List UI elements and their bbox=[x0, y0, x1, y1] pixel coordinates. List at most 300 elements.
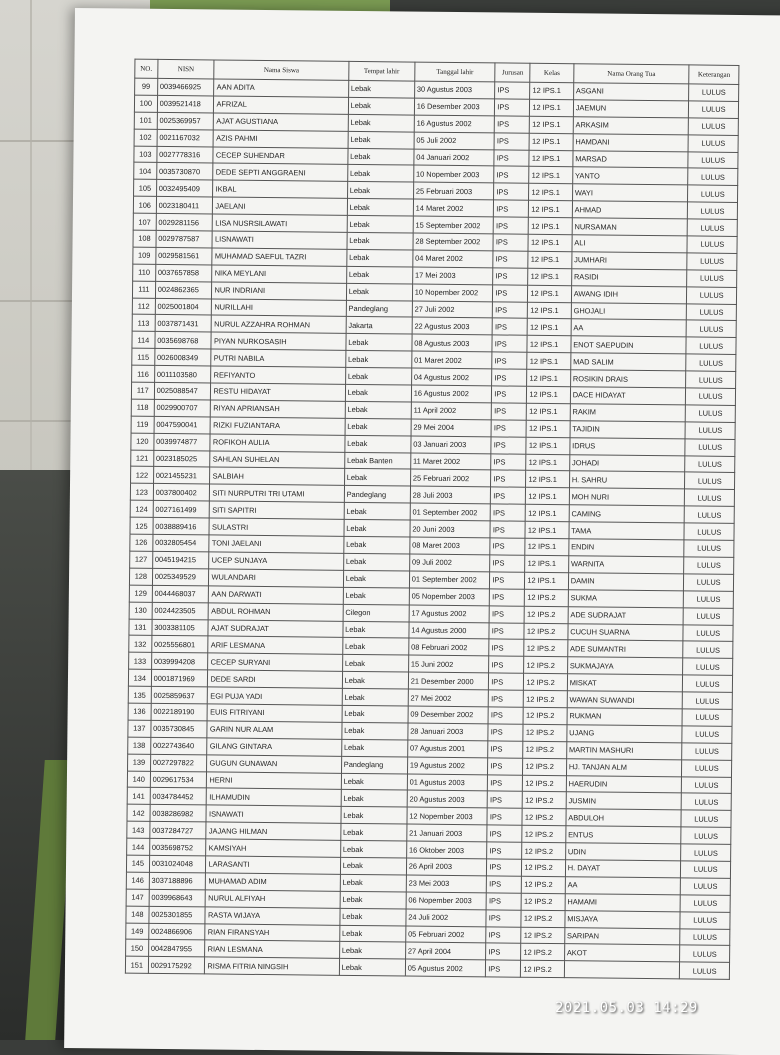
cell-tanggal-lahir: 28 Juli 2003 bbox=[410, 486, 491, 504]
cell-tempat-lahir: Lebak bbox=[346, 334, 412, 352]
cell-nisn: 0025349529 bbox=[152, 568, 209, 585]
cell-nama-siswa: SULASTRI bbox=[209, 518, 343, 536]
cell-nama-orang-tua: GHOJALI bbox=[571, 302, 687, 320]
cell-tanggal-lahir: 15 Juni 2002 bbox=[408, 655, 489, 673]
cell-nama-orang-tua: H. DAYAT bbox=[565, 860, 681, 878]
cell-nama-orang-tua: MISJAYA bbox=[565, 910, 681, 928]
header-nisn: NISN bbox=[157, 59, 214, 79]
cell-nisn: 0032805454 bbox=[153, 534, 210, 551]
cell-kelas: 12 IPS.1 bbox=[527, 369, 571, 386]
header-tanggal-lahir: Tanggal lahir bbox=[415, 62, 496, 82]
cell-tanggal-lahir: 05 Juli 2002 bbox=[414, 132, 495, 150]
cell-nama-orang-tua: ENOT SAEPUDIN bbox=[571, 336, 687, 354]
cell-nama-orang-tua: RUKMAN bbox=[567, 708, 683, 726]
cell-no: 129 bbox=[129, 585, 152, 602]
cell-jurusan: IPS bbox=[487, 791, 522, 808]
cell-no: 107 bbox=[133, 213, 156, 230]
cell-tanggal-lahir: 17 Mei 2003 bbox=[412, 267, 493, 285]
cell-tempat-lahir: Jakarta bbox=[346, 317, 412, 335]
cell-no: 130 bbox=[129, 602, 152, 619]
cell-no: 123 bbox=[130, 483, 153, 500]
cell-no: 132 bbox=[129, 635, 152, 652]
cell-tanggal-lahir: 04 Maret 2002 bbox=[413, 250, 494, 268]
cell-tempat-lahir: Lebak bbox=[343, 587, 409, 605]
cell-nama-orang-tua: MARTIN MASHURI bbox=[566, 741, 682, 759]
cell-no: 121 bbox=[131, 450, 154, 467]
cell-keterangan: LULUS bbox=[685, 506, 735, 523]
cell-nama-orang-tua: HAMAMI bbox=[565, 893, 681, 911]
cell-tanggal-lahir: 01 Agustus 2003 bbox=[407, 774, 488, 792]
cell-nama-siswa: ABDUL ROHMAN bbox=[209, 603, 343, 621]
cell-tanggal-lahir: 16 Oktober 2003 bbox=[406, 841, 487, 859]
cell-nisn: 0038889416 bbox=[153, 517, 210, 534]
cell-tanggal-lahir: 22 Agustus 2003 bbox=[412, 318, 493, 336]
cell-kelas: 12 IPS.2 bbox=[523, 707, 567, 724]
cell-no: 99 bbox=[135, 78, 158, 95]
cell-no: 143 bbox=[127, 821, 150, 838]
cell-nama-orang-tua: WARNITA bbox=[568, 556, 684, 574]
cell-tanggal-lahir: 15 September 2002 bbox=[413, 216, 494, 234]
cell-tanggal-lahir: 26 April 2003 bbox=[406, 858, 487, 876]
cell-tanggal-lahir: 10 Nopember 2003 bbox=[413, 166, 494, 184]
cell-nisn: 0037284727 bbox=[150, 822, 207, 839]
cell-keterangan: LULUS bbox=[684, 557, 734, 574]
cell-kelas: 12 IPS.2 bbox=[521, 961, 565, 978]
cell-jurusan: IPS bbox=[491, 453, 526, 470]
cell-tempat-lahir: Lebak bbox=[345, 367, 411, 385]
cell-tempat-lahir: Lebak bbox=[341, 807, 407, 825]
cell-jurusan: IPS bbox=[493, 234, 528, 251]
cell-no: 115 bbox=[132, 348, 155, 365]
cell-kelas: 12 IPS.1 bbox=[526, 471, 570, 488]
cell-nisn: 0029581561 bbox=[156, 247, 213, 264]
cell-tanggal-lahir: 14 Agustus 2000 bbox=[409, 622, 490, 640]
cell-nama-orang-tua: SUKMA bbox=[568, 589, 684, 607]
cell-no: 150 bbox=[126, 940, 149, 957]
cell-jurusan: IPS bbox=[486, 909, 521, 926]
cell-keterangan: LULUS bbox=[684, 523, 734, 540]
cell-keterangan: LULUS bbox=[688, 202, 738, 219]
cell-nama-orang-tua: MAD SALIM bbox=[571, 353, 687, 371]
cell-tanggal-lahir: 30 Agustus 2003 bbox=[414, 81, 495, 99]
cell-keterangan: LULUS bbox=[689, 118, 739, 135]
cell-nama-siswa: WULANDARI bbox=[209, 569, 343, 587]
cell-nama-orang-tua: DAMIN bbox=[568, 573, 684, 591]
cell-keterangan: LULUS bbox=[681, 827, 731, 844]
cell-no: 135 bbox=[128, 686, 151, 703]
cell-nisn: 0044468037 bbox=[152, 585, 209, 602]
cell-nama-siswa: GILANG GINTARA bbox=[207, 738, 341, 756]
cell-no: 108 bbox=[133, 230, 156, 247]
cell-nisn: 0037800402 bbox=[153, 484, 210, 501]
cell-nama-orang-tua: TAJIDIN bbox=[570, 421, 686, 439]
cell-nama-siswa: RASTA WIJAYA bbox=[205, 907, 339, 925]
cell-kelas: 12 IPS.1 bbox=[528, 302, 572, 319]
cell-tempat-lahir: Lebak bbox=[348, 148, 414, 166]
cell-kelas: 12 IPS.1 bbox=[528, 319, 572, 336]
cell-tempat-lahir: Lebak bbox=[340, 874, 406, 892]
cell-keterangan: LULUS bbox=[682, 760, 732, 777]
cell-tanggal-lahir: 04 Januari 2002 bbox=[414, 149, 495, 167]
cell-keterangan: LULUS bbox=[686, 354, 736, 371]
cell-nisn: 0039968643 bbox=[149, 889, 206, 906]
cell-nama-orang-tua: AKOT bbox=[564, 944, 680, 962]
cell-tanggal-lahir: 16 Agustus 2002 bbox=[414, 115, 495, 133]
cell-no: 144 bbox=[127, 838, 150, 855]
cell-jurusan: IPS bbox=[494, 133, 529, 150]
cell-no: 137 bbox=[128, 720, 151, 737]
cell-kelas: 12 IPS.1 bbox=[526, 454, 570, 471]
cell-tanggal-lahir: 04 Agustus 2002 bbox=[411, 368, 492, 386]
cell-tempat-lahir: Lebak bbox=[347, 232, 413, 250]
cell-nama-siswa: DEDE SEPTI ANGGRAENI bbox=[213, 163, 347, 181]
cell-nisn: 0025088547 bbox=[154, 382, 211, 399]
cell-jurusan: IPS bbox=[492, 403, 527, 420]
cell-no: 126 bbox=[130, 534, 153, 551]
cell-tanggal-lahir: 17 Agustus 2002 bbox=[409, 605, 490, 623]
cell-nisn: 0025369957 bbox=[157, 112, 214, 129]
cell-tempat-lahir: Lebak bbox=[347, 182, 413, 200]
cell-keterangan: LULUS bbox=[683, 641, 733, 658]
cell-nama-siswa: JAJANG HILMAN bbox=[206, 822, 340, 840]
cell-nama-orang-tua: ARKASIM bbox=[573, 117, 689, 135]
cell-nama-siswa: TONI JAELANI bbox=[209, 535, 343, 553]
cell-nisn: 0022189190 bbox=[151, 703, 208, 720]
cell-nama-siswa: MUHAMAD ADIM bbox=[206, 873, 340, 891]
cell-jurusan: IPS bbox=[494, 149, 529, 166]
cell-kelas: 12 IPS.2 bbox=[524, 657, 568, 674]
cell-tempat-lahir: Lebak bbox=[348, 114, 414, 132]
cell-nama-orang-tua: UJANG bbox=[567, 725, 683, 743]
cell-nama-siswa: AAN ADITA bbox=[214, 79, 348, 97]
cell-tempat-lahir: Lebak bbox=[341, 773, 407, 791]
cell-nisn: 0001871969 bbox=[151, 670, 208, 687]
cell-tempat-lahir: Lebak bbox=[343, 621, 409, 639]
cell-nisn: 0027778316 bbox=[157, 146, 214, 163]
cell-nama-siswa: AJAT SUDRAJAT bbox=[208, 619, 342, 637]
cell-tanggal-lahir: 23 Mei 2003 bbox=[406, 875, 487, 893]
cell-tanggal-lahir: 27 Mei 2002 bbox=[408, 689, 489, 707]
cell-nama-siswa: DEDE SARDI bbox=[208, 670, 342, 688]
cell-nisn: 0032495409 bbox=[156, 180, 213, 197]
cell-no: 133 bbox=[129, 652, 152, 669]
cell-nisn: 0037657858 bbox=[155, 264, 212, 281]
cell-nisn: 0026008349 bbox=[154, 349, 211, 366]
cell-nama-orang-tua: AA bbox=[571, 319, 687, 337]
cell-jurusan: IPS bbox=[495, 99, 530, 116]
cell-kelas: 12 IPS.1 bbox=[529, 184, 573, 201]
cell-jurusan: IPS bbox=[490, 555, 525, 572]
cell-jurusan: IPS bbox=[489, 639, 524, 656]
cell-nama-siswa: AZIS PAHMI bbox=[214, 130, 348, 148]
cell-nama-orang-tua: CUCUH SUARNA bbox=[568, 623, 684, 641]
cell-nisn: 0039521418 bbox=[157, 95, 214, 112]
cell-kelas: 12 IPS.1 bbox=[529, 167, 573, 184]
cell-kelas: 12 IPS.1 bbox=[529, 150, 573, 167]
cell-no: 147 bbox=[126, 889, 149, 906]
cell-jurusan: IPS bbox=[492, 352, 527, 369]
cell-tempat-lahir: Lebak bbox=[347, 199, 413, 217]
cell-keterangan: LULUS bbox=[688, 219, 738, 236]
cell-tempat-lahir: Lebak bbox=[345, 384, 411, 402]
cell-kelas: 12 IPS.1 bbox=[528, 268, 572, 285]
cell-keterangan: LULUS bbox=[683, 608, 733, 625]
cell-tempat-lahir: Lebak bbox=[347, 165, 413, 183]
cell-keterangan: LULUS bbox=[686, 337, 736, 354]
cell-no: 128 bbox=[129, 568, 152, 585]
cell-kelas: 12 IPS.1 bbox=[525, 555, 569, 572]
cell-jurusan: IPS bbox=[488, 774, 523, 791]
cell-nama-orang-tua: ABDULOH bbox=[566, 809, 682, 827]
cell-jurusan: IPS bbox=[490, 521, 525, 538]
cell-nama-siswa: AJAT AGUSTIANA bbox=[214, 113, 348, 131]
cell-no: 113 bbox=[132, 315, 155, 332]
cell-tempat-lahir: Lebak bbox=[345, 418, 411, 436]
cell-jurusan: IPS bbox=[490, 504, 525, 521]
cell-keterangan: LULUS bbox=[685, 489, 735, 506]
cell-tempat-lahir: Lebak bbox=[345, 351, 411, 369]
cell-no: 136 bbox=[128, 703, 151, 720]
cell-keterangan: LULUS bbox=[680, 912, 730, 929]
cell-nisn: 0029900707 bbox=[154, 399, 211, 416]
cell-nisn: 0045194215 bbox=[152, 551, 209, 568]
cell-nama-orang-tua: WAYI bbox=[572, 184, 688, 202]
cell-nisn: 0039974877 bbox=[154, 433, 211, 450]
cell-tempat-lahir: Lebak bbox=[343, 553, 409, 571]
cell-jurusan: IPS bbox=[486, 943, 521, 960]
cell-no: 111 bbox=[132, 281, 155, 298]
cell-tempat-lahir: Lebak bbox=[342, 638, 408, 656]
cell-kelas: 12 IPS.1 bbox=[527, 336, 571, 353]
cell-no: 148 bbox=[126, 906, 149, 923]
cell-tanggal-lahir: 27 April 2004 bbox=[405, 942, 486, 960]
cell-tanggal-lahir: 21 Desember 2000 bbox=[408, 672, 489, 690]
cell-jurusan: IPS bbox=[490, 572, 525, 589]
cell-jurusan: IPS bbox=[487, 876, 522, 893]
cell-tanggal-lahir: 16 Desember 2003 bbox=[414, 98, 495, 116]
cell-jurusan: IPS bbox=[488, 724, 523, 741]
cell-nama-siswa: AAN DARWATI bbox=[209, 586, 343, 604]
header-jurusan: Jurusan bbox=[495, 63, 530, 82]
cell-tempat-lahir: Lebak bbox=[342, 705, 408, 723]
cell-kelas: 12 IPS.1 bbox=[527, 386, 571, 403]
cell-kelas: 12 IPS.2 bbox=[523, 792, 567, 809]
cell-tempat-lahir: Lebak bbox=[347, 215, 413, 233]
cell-keterangan: LULUS bbox=[681, 878, 731, 895]
cell-jurusan: IPS bbox=[487, 859, 522, 876]
cell-no: 102 bbox=[134, 129, 157, 146]
photo-timestamp: 2021.05.03 14:29 bbox=[555, 1000, 698, 1016]
cell-no: 140 bbox=[127, 771, 150, 788]
cell-tempat-lahir: Cilegon bbox=[343, 604, 409, 622]
cell-tempat-lahir: Pandeglang bbox=[344, 486, 410, 504]
cell-no: 119 bbox=[131, 416, 154, 433]
cell-keterangan: LULUS bbox=[684, 540, 734, 557]
cell-tanggal-lahir: 09 Desember 2002 bbox=[408, 706, 489, 724]
cell-keterangan: LULUS bbox=[689, 101, 739, 118]
cell-nama-siswa: RESTU HIDAYAT bbox=[211, 383, 345, 401]
cell-no: 138 bbox=[128, 737, 151, 754]
cell-nama-siswa: KAMSIYAH bbox=[206, 839, 340, 857]
cell-tempat-lahir: Lebak bbox=[340, 891, 406, 909]
cell-tanggal-lahir: 05 Nopember 2003 bbox=[409, 588, 490, 606]
cell-nisn: 0027297822 bbox=[150, 754, 207, 771]
cell-keterangan: LULUS bbox=[683, 624, 733, 641]
cell-jurusan: IPS bbox=[486, 960, 521, 977]
cell-keterangan: LULUS bbox=[687, 304, 737, 321]
cell-nisn: 0039466925 bbox=[157, 78, 214, 95]
cell-nisn: 3003381105 bbox=[152, 619, 209, 636]
cell-kelas: 12 IPS.1 bbox=[528, 251, 572, 268]
cell-kelas: 12 IPS.1 bbox=[528, 285, 572, 302]
cell-nama-siswa: RIAN FIRANSYAH bbox=[205, 923, 339, 941]
cell-keterangan: LULUS bbox=[685, 422, 735, 439]
cell-keterangan: LULUS bbox=[685, 472, 735, 489]
cell-tempat-lahir: Lebak bbox=[341, 790, 407, 808]
cell-tempat-lahir: Lebak bbox=[341, 739, 407, 757]
cell-kelas: 12 IPS.2 bbox=[524, 690, 568, 707]
cell-nama-orang-tua: HAERUDIN bbox=[566, 775, 682, 793]
cell-keterangan: LULUS bbox=[682, 776, 732, 793]
floor-tile-line bbox=[30, 0, 32, 480]
cell-keterangan: LULUS bbox=[682, 743, 732, 760]
cell-tempat-lahir: Lebak bbox=[342, 688, 408, 706]
cell-nisn: 0034784452 bbox=[150, 788, 207, 805]
cell-nisn: 0025001804 bbox=[155, 298, 212, 315]
cell-tanggal-lahir: 28 Januari 2003 bbox=[408, 723, 489, 741]
cell-keterangan: LULUS bbox=[687, 253, 737, 270]
cell-kelas: 12 IPS.2 bbox=[521, 893, 565, 910]
cell-nama-orang-tua: JOHADI bbox=[569, 454, 685, 472]
cell-jurusan: IPS bbox=[488, 707, 523, 724]
cell-keterangan: LULUS bbox=[688, 135, 738, 152]
cell-jurusan: IPS bbox=[487, 825, 522, 842]
cell-nama-orang-tua: TAMA bbox=[569, 522, 685, 540]
cell-tanggal-lahir: 25 Februari 2003 bbox=[413, 182, 494, 200]
cell-tanggal-lahir: 19 Agustus 2002 bbox=[407, 757, 488, 775]
cell-nisn: 0011103580 bbox=[154, 365, 211, 382]
cell-nisn: 0025301855 bbox=[149, 906, 206, 923]
cell-nama-siswa: RIZKI FUZIANTARA bbox=[211, 417, 345, 435]
cell-nama-orang-tua: JAEMUN bbox=[573, 100, 689, 118]
cell-nama-siswa: EGI PUJA YADI bbox=[208, 687, 342, 705]
cell-nisn: 0024423505 bbox=[152, 602, 209, 619]
cell-jurusan: IPS bbox=[494, 166, 529, 183]
cell-nama-orang-tua: MOH NURI bbox=[569, 488, 685, 506]
cell-no: 122 bbox=[131, 467, 154, 484]
cell-kelas: 12 IPS.2 bbox=[522, 809, 566, 826]
cell-nama-orang-tua: JUSMIN bbox=[566, 792, 682, 810]
cell-nama-siswa: IKBAL bbox=[213, 180, 347, 198]
cell-tempat-lahir: Lebak bbox=[342, 672, 408, 690]
cell-no: 105 bbox=[134, 179, 157, 196]
cell-kelas: 12 IPS.2 bbox=[522, 876, 566, 893]
cell-keterangan: LULUS bbox=[680, 928, 730, 945]
cell-nama-orang-tua: AHMAD bbox=[572, 201, 688, 219]
cell-kelas: 12 IPS.1 bbox=[530, 82, 574, 99]
cell-tempat-lahir: Lebak bbox=[340, 908, 406, 926]
cell-nisn: 0023185025 bbox=[153, 450, 210, 467]
cell-tanggal-lahir: 27 Juli 2002 bbox=[412, 301, 493, 319]
cell-nama-orang-tua: ADE SUMANTRI bbox=[567, 640, 683, 658]
cell-nama-siswa: HERNI bbox=[207, 771, 341, 789]
cell-no: 103 bbox=[134, 146, 157, 163]
header-no: NO. bbox=[135, 59, 158, 78]
cell-kelas: 12 IPS.2 bbox=[521, 910, 565, 927]
cell-no: 146 bbox=[126, 872, 149, 889]
cell-tanggal-lahir: 01 September 2002 bbox=[409, 571, 490, 589]
cell-no: 114 bbox=[132, 331, 155, 348]
cell-nama-siswa: SAHLAN SUHELAN bbox=[210, 451, 344, 469]
cell-jurusan: IPS bbox=[488, 741, 523, 758]
cell-keterangan: LULUS bbox=[687, 270, 737, 287]
cell-tanggal-lahir: 07 Agustus 2001 bbox=[407, 740, 488, 758]
cell-nama-siswa: NIKA MEYLANI bbox=[212, 265, 346, 283]
cell-kelas: 12 IPS.1 bbox=[527, 353, 571, 370]
cell-jurusan: IPS bbox=[492, 369, 527, 386]
cell-tempat-lahir: Lebak bbox=[345, 401, 411, 419]
cell-nama-siswa: RIYAN APRIANSAH bbox=[211, 400, 345, 418]
header-nama-siswa: Nama Siswa bbox=[214, 60, 348, 80]
cell-no: 110 bbox=[133, 264, 156, 281]
cell-jurusan: IPS bbox=[494, 200, 529, 217]
cell-jurusan: IPS bbox=[493, 301, 528, 318]
cell-jurusan: IPS bbox=[493, 268, 528, 285]
cell-nisn: 0035730870 bbox=[156, 163, 213, 180]
cell-nisn: 0024862365 bbox=[155, 281, 212, 298]
cell-nisn: 0027161499 bbox=[153, 501, 210, 518]
cell-tempat-lahir: Lebak bbox=[342, 722, 408, 740]
cell-no: 117 bbox=[131, 382, 154, 399]
cell-nama-orang-tua: WAWAN SUWANDI bbox=[567, 691, 683, 709]
cell-nisn: 0039994208 bbox=[151, 653, 208, 670]
cell-nama-siswa: LISA NUSRSILAWATI bbox=[213, 214, 347, 232]
cell-tanggal-lahir: 09 Juli 2002 bbox=[409, 554, 490, 572]
cell-keterangan: LULUS bbox=[687, 236, 737, 253]
cell-tanggal-lahir: 20 Agustus 2003 bbox=[407, 790, 488, 808]
cell-nama-siswa: SALBIAH bbox=[210, 467, 344, 485]
cell-nama-siswa: MUHAMAD SAEFUL TAZRI bbox=[212, 248, 346, 266]
cell-keterangan: LULUS bbox=[686, 371, 736, 388]
cell-keterangan: LULUS bbox=[686, 405, 736, 422]
cell-nama-siswa: NURILLAHI bbox=[212, 299, 346, 317]
cell-tanggal-lahir: 29 Mei 2004 bbox=[411, 419, 492, 437]
cell-jurusan: IPS bbox=[492, 318, 527, 335]
cell-nama-orang-tua: HJ. TANJAN ALM bbox=[566, 758, 682, 776]
cell-tanggal-lahir: 01 September 2002 bbox=[410, 503, 491, 521]
cell-no: 142 bbox=[127, 804, 150, 821]
cell-kelas: 12 IPS.2 bbox=[522, 825, 566, 842]
cell-nama-siswa: RISMA FITRIA NINGSIH bbox=[205, 957, 339, 975]
cell-tanggal-lahir: 08 Februari 2002 bbox=[409, 638, 490, 656]
cell-nama-siswa: NURUL ALFIYAH bbox=[206, 890, 340, 908]
cell-tempat-lahir: Lebak bbox=[339, 942, 405, 960]
cell-jurusan: IPS bbox=[486, 926, 521, 943]
cell-nama-orang-tua: AA bbox=[565, 877, 681, 895]
cell-nisn: 0029281156 bbox=[156, 213, 213, 230]
cell-nama-orang-tua: UDIN bbox=[565, 843, 681, 861]
cell-kelas: 12 IPS.1 bbox=[529, 200, 573, 217]
cell-nisn: 0037871431 bbox=[155, 315, 212, 332]
cell-jurusan: IPS bbox=[491, 470, 526, 487]
cell-tanggal-lahir: 08 Maret 2003 bbox=[410, 537, 491, 555]
cell-nisn: 0025556801 bbox=[151, 636, 208, 653]
cell-nama-siswa: UCEP SUNJAYA bbox=[209, 552, 343, 570]
cell-nama-siswa: PIYAN NURKOSASIH bbox=[211, 332, 345, 350]
cell-nama-orang-tua bbox=[564, 961, 680, 979]
cell-kelas: 12 IPS.1 bbox=[529, 217, 573, 234]
cell-nama-orang-tua: ADE SUDRAJAT bbox=[568, 606, 684, 624]
